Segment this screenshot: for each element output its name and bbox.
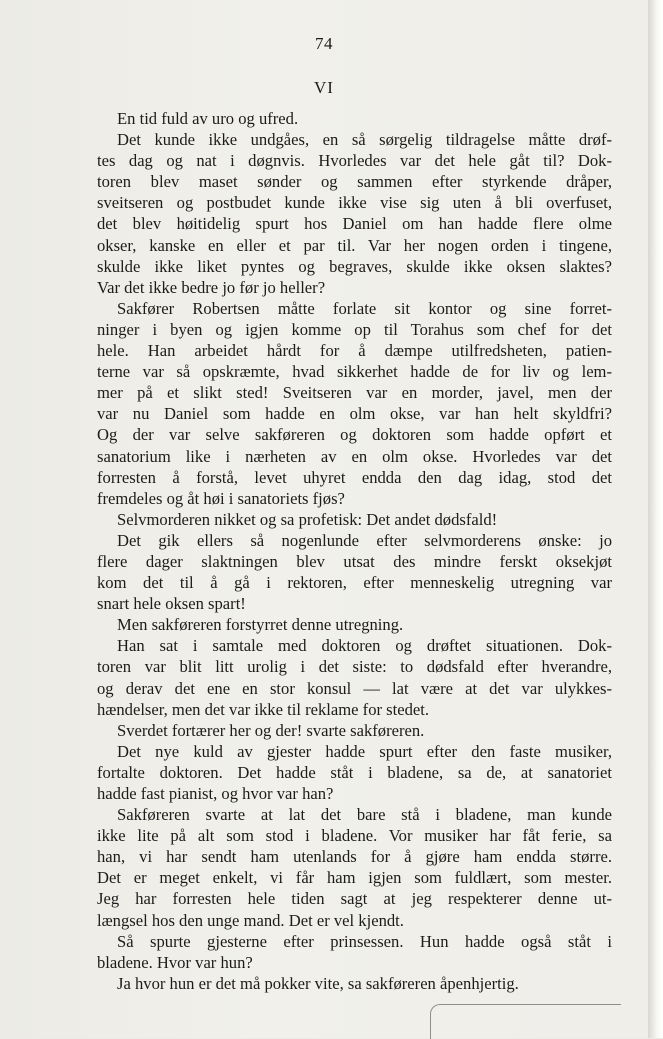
text-line: var nu Daniel som hadde en olm okse, var han helt skyldfri? <box>97 404 612 424</box>
text-line: ikke lite på alt som stod i bladene. Vor musiker har fåt ferie, sa <box>97 826 612 846</box>
text-line: længsel hos den unge mand. Det er vel kjendt. <box>97 910 404 930</box>
text-line: Ja hvor hun er det må pokker vite, sa sakføreren åpenhjertig. <box>117 973 519 993</box>
text-line: Var det ikke bedre jo før jo heller? <box>97 277 326 297</box>
text-line: Han sat i samtale med doktoren og drøftet situationen. Dok- <box>117 636 612 656</box>
page-corner-mark <box>430 1004 621 1039</box>
text-line: hadde fast pianist, og hvor var han? <box>97 784 334 803</box>
text-line: Sakføreren svarte at lat det bare stå i bladene, man kunde <box>117 805 612 825</box>
text-line: Så spurte gjesterne efter prinsessen. Hun hadde også ståt i <box>117 931 612 951</box>
text-line: Selvmorderen nikket og sa profetisk: Det andet dødsfald! <box>117 509 498 529</box>
chapter-body-text <box>97 108 612 994</box>
text-line: Det gik ellers så nogenlunde efter selvmorderens ønske: jo <box>117 530 612 550</box>
text-line: flere dager slaktningen blev utsat des mindre ferskt oksekjøt <box>97 551 612 571</box>
text-line: okser, kanske en eller et par til. Var her nogen orden i tingene, <box>97 235 612 255</box>
text-line: snart hele oksen spart! <box>97 594 246 614</box>
text-line: fortalte doktoren. Det hadde ståt i bladene, sa de, at sanatoriet <box>97 762 612 782</box>
text-line: Sverdet fortærer her og der! svarte sakføreren. <box>117 720 425 740</box>
text-line: Jeg har forresten hele tiden sagt at jeg respekterer denne ut- <box>97 889 612 909</box>
text-line: Men sakføreren forstyrret denne utregning. <box>117 615 404 635</box>
page-edge <box>648 0 663 1038</box>
text-line: sveitseren og postbudet kunde ikke vise sig uten å bli overfuset, <box>97 193 612 213</box>
text-line: terne var så opskræmte, hvad sikkerhet hadde de for liv og lem- <box>97 362 612 382</box>
text-line: En tid fuld av uro og ufred. <box>117 109 299 128</box>
text-line: sanatorium like i nærheten av en olm okse. Hvorledes var det <box>97 446 612 466</box>
text-line: ninger i byen og igjen komme op til Torahus som chef for det <box>97 319 612 339</box>
chapter-heading: VI <box>314 78 334 97</box>
text-line: Sakfører Robertsen måtte forlate sit kontor og sine forret- <box>117 298 612 318</box>
text-line: han, vi har sendt ham utenlands for å gjøre ham endda større. <box>97 847 612 867</box>
page-number: 74 <box>315 34 333 53</box>
text-line: og derav det ene en stor konsul — lat være at det var ulykkes- <box>97 678 612 698</box>
text-line: forresten å forstå, levet uhyret endda den dag idag, stod det <box>97 467 612 487</box>
text-line: hændelser, men det var ikke til reklame for stedet. <box>97 699 430 719</box>
text-line: tes dag og nat i døgnvis. Hvorledes var det hele gåt til? Dok- <box>97 151 612 171</box>
text-line: det blev høitidelig spurt hos Daniel om han hadde flere olme <box>97 214 612 234</box>
text-line: toren blev maset sønder og sammen efter styrkende dråper, <box>97 172 612 192</box>
text-line: Det er meget enkelt, vi får ham igjen som fuldlært, som mester. <box>97 868 612 888</box>
text-line: toren var blit litt urolig i det siste: to dødsfald efter hverandre, <box>97 657 612 677</box>
text-line: hele. Han arbeidet hårdt for å dæmpe utilfredsheten, patien- <box>97 341 612 361</box>
text-line: mer på et slikt sted! Sveitseren var en morder, javel, men der <box>97 383 612 403</box>
text-line: bladene. Hvor var hun? <box>97 952 253 972</box>
text-line: fremdeles og åt høi i sanatoriets fjøs? <box>97 488 345 508</box>
text-line: kom det til å gå i rektoren, efter menneskelig utregning var <box>97 573 612 593</box>
text-line: Og der var selve sakføreren og doktoren som hadde opført et <box>97 425 612 445</box>
text-line: Det nye kuld av gjester hadde spurt efter den faste musiker, <box>117 741 612 761</box>
text-line: Det kunde ikke undgåes, en så sørgelig tildragelse måtte drøf- <box>117 130 612 150</box>
text-line: skulde ikke liket pyntes og begraves, skulde ikke oksen slaktes? <box>97 256 612 276</box>
